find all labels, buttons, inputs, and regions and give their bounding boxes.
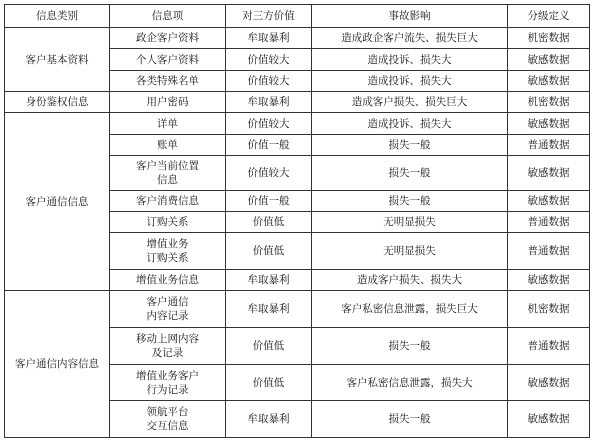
- value-cell: 价值低: [226, 328, 312, 365]
- header-item: 信息项: [110, 5, 226, 28]
- level-cell: 机密数据: [508, 291, 590, 328]
- item-cell: 政企客户资料: [110, 28, 226, 49]
- impact-cell: 造成投诉、损失大: [312, 49, 508, 70]
- value-cell: 价值较大: [226, 70, 312, 91]
- level-cell: 普通数据: [508, 134, 590, 155]
- impact-cell: 损失一般: [312, 328, 508, 365]
- level-cell: 机密数据: [508, 28, 590, 49]
- value-cell: 牟取暴利: [226, 270, 312, 291]
- value-cell: 牟取暴利: [226, 28, 312, 49]
- level-cell: 普通数据: [508, 328, 590, 365]
- level-cell: 敏感数据: [508, 113, 590, 134]
- value-cell: 牟取暴利: [226, 401, 312, 438]
- item-cell: 用户密码: [110, 92, 226, 113]
- header-row: [5, 5, 590, 28]
- header-value: 对三方价值: [226, 5, 312, 28]
- value-cell: 价值一般: [226, 134, 312, 155]
- level-cell: 敏感数据: [508, 270, 590, 291]
- value-cell: 价值低: [226, 364, 312, 401]
- item-cell: 各类特殊名单: [110, 70, 226, 91]
- table-row: [5, 92, 590, 113]
- category-cell: 客户通信内容信息: [5, 291, 110, 438]
- item-cell: 增值业务 订购关系: [110, 233, 226, 270]
- table-row: [5, 113, 590, 134]
- level-cell: 敏感数据: [508, 70, 590, 91]
- value-cell: 价值一般: [226, 190, 312, 211]
- item-cell: 增值业务信息: [110, 270, 226, 291]
- value-cell: 价值低: [226, 233, 312, 270]
- item-cell: 客户消费信息: [110, 190, 226, 211]
- level-cell: 普通数据: [508, 233, 590, 270]
- impact-cell: 损失一般: [312, 134, 508, 155]
- impact-cell: 造成客户损失、损失大: [312, 270, 508, 291]
- impact-cell: 损失一般: [312, 156, 508, 191]
- item-cell: 客户当前位置 信息: [110, 156, 226, 191]
- impact-cell: 客户私密信息泄露，损失大: [312, 364, 508, 401]
- impact-cell: 造成政企客户流失、损失巨大: [312, 28, 508, 49]
- level-cell: 普通数据: [508, 212, 590, 233]
- item-cell: 详单: [110, 113, 226, 134]
- impact-cell: 无明显损失: [312, 212, 508, 233]
- value-cell: 牟取暴利: [226, 92, 312, 113]
- level-cell: 敏感数据: [508, 49, 590, 70]
- level-cell: 敏感数据: [508, 190, 590, 211]
- impact-cell: 客户私密信息泄露，损失巨大: [312, 291, 508, 328]
- item-cell: 增值业务客户 行为记录: [110, 364, 226, 401]
- item-cell: 领航平台 交互信息: [110, 401, 226, 438]
- level-cell: 机密数据: [508, 92, 590, 113]
- header-impact: 事故影响: [312, 5, 508, 28]
- value-cell: 价值较大: [226, 113, 312, 134]
- header-level: 分级定义: [508, 5, 590, 28]
- item-cell: 个人客户资料: [110, 49, 226, 70]
- header-category: 信息类别: [5, 5, 110, 28]
- category-cell: 客户通信信息: [5, 113, 110, 291]
- data-classification-table: [4, 4, 590, 438]
- value-cell: 牟取暴利: [226, 291, 312, 328]
- category-cell: 客户基本资料: [5, 28, 110, 92]
- value-cell: 价值低: [226, 212, 312, 233]
- impact-cell: 损失一般: [312, 190, 508, 211]
- level-cell: 敏感数据: [508, 364, 590, 401]
- value-cell: 价值较大: [226, 49, 312, 70]
- level-cell: 敏感数据: [508, 401, 590, 438]
- table-row: [5, 291, 590, 328]
- item-cell: 移动上网内容 及记录: [110, 328, 226, 365]
- item-cell: 客户通信 内容记录: [110, 291, 226, 328]
- impact-cell: 损失一般: [312, 401, 508, 438]
- item-cell: 订购关系: [110, 212, 226, 233]
- impact-cell: 造成投诉、损失大: [312, 70, 508, 91]
- impact-cell: 造成投诉、损失大: [312, 113, 508, 134]
- table-row: [5, 28, 590, 49]
- category-cell: 身份鉴权信息: [5, 92, 110, 113]
- level-cell: 敏感数据: [508, 156, 590, 191]
- item-cell: 账单: [110, 134, 226, 155]
- impact-cell: 无明显损失: [312, 233, 508, 270]
- impact-cell: 造成客户损失、损失巨大: [312, 92, 508, 113]
- value-cell: 价值较大: [226, 156, 312, 191]
